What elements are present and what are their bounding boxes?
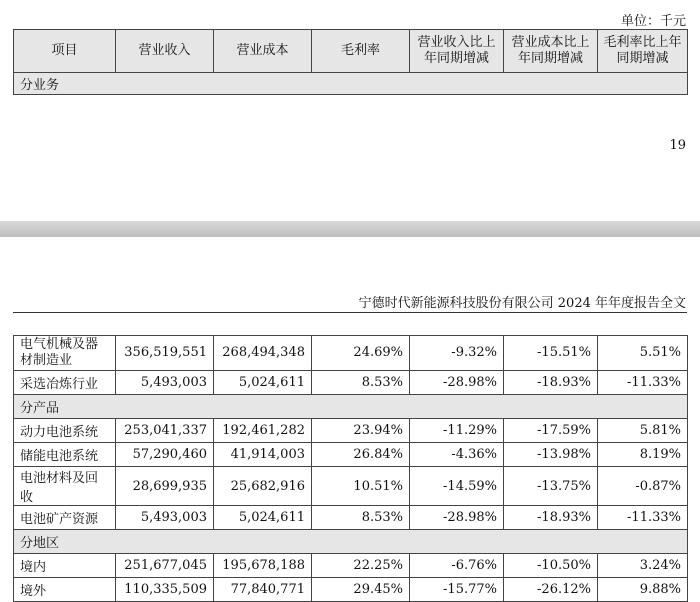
table-row bbox=[14, 443, 688, 467]
margin-cell: 8.53% bbox=[312, 371, 410, 395]
col-header-revenue-change: 营业收入比上年同期增减 bbox=[410, 30, 504, 73]
revenue-change-cell: -11.29% bbox=[410, 419, 504, 443]
section-business: 分业务 bbox=[14, 73, 688, 95]
document-header: 宁德时代新能源科技股份有限公司 2024 年年度报告全文 bbox=[358, 296, 686, 311]
revenue-cell: 253,041,337 bbox=[116, 419, 214, 443]
row-label: 动力电池系统 bbox=[14, 419, 116, 443]
cost-change-cell: -18.93% bbox=[504, 506, 598, 530]
cost-change-cell: -13.98% bbox=[504, 443, 598, 467]
header-rule bbox=[13, 312, 687, 313]
margin-change-cell: 3.24% bbox=[598, 554, 688, 578]
cost-cell: 192,461,282 bbox=[214, 419, 312, 443]
revenue-cell: 57,290,460 bbox=[116, 443, 214, 467]
revenue-cell: 251,677,045 bbox=[116, 554, 214, 578]
section-label: 分产品 bbox=[14, 395, 688, 419]
margin-change-cell: -0.87% bbox=[598, 467, 688, 506]
revenue-change-cell: -6.76% bbox=[410, 554, 504, 578]
revenue-change-cell: -4.36% bbox=[410, 443, 504, 467]
cost-change-cell: -18.93% bbox=[504, 371, 598, 395]
table-row bbox=[14, 419, 688, 443]
row-label: 电池矿产资源 bbox=[14, 506, 116, 530]
cost-cell: 5,024,611 bbox=[214, 506, 312, 530]
row-label: 采选冶炼行业 bbox=[14, 371, 116, 395]
revenue-change-cell: -9.32% bbox=[410, 336, 504, 371]
cost-cell: 77,840,771 bbox=[214, 578, 312, 602]
table-row bbox=[14, 506, 688, 530]
revenue-cell: 110,335,509 bbox=[116, 578, 214, 602]
col-header-item: 项目 bbox=[14, 30, 116, 73]
section-row bbox=[14, 530, 688, 554]
margin-change-cell: 5.81% bbox=[598, 419, 688, 443]
col-header-revenue: 营业收入 bbox=[116, 30, 214, 73]
cost-cell: 41,914,003 bbox=[214, 443, 312, 467]
section-label: 分地区 bbox=[14, 530, 688, 554]
col-header-margin: 毛利率 bbox=[312, 30, 410, 73]
margin-cell: 23.94% bbox=[312, 419, 410, 443]
cost-change-cell: -10.50% bbox=[504, 554, 598, 578]
cost-cell: 25,682,916 bbox=[214, 467, 312, 506]
margin-change-cell: 5.51% bbox=[598, 336, 688, 371]
revenue-change-cell: -14.59% bbox=[410, 467, 504, 506]
row-label: 电池材料及回收 bbox=[14, 467, 116, 506]
cost-change-cell: -17.59% bbox=[504, 419, 598, 443]
revenue-change-cell: -15.77% bbox=[410, 578, 504, 602]
page-number: 19 bbox=[669, 138, 686, 153]
cost-change-cell: -26.12% bbox=[504, 578, 598, 602]
revenue-cell: 356,519,551 bbox=[116, 336, 214, 371]
table-row bbox=[14, 336, 688, 371]
row-label: 境外 bbox=[14, 578, 116, 602]
margin-change-cell: -11.33% bbox=[598, 506, 688, 530]
segment-table bbox=[13, 335, 688, 602]
cost-cell: 268,494,348 bbox=[214, 336, 312, 371]
table-row bbox=[14, 467, 688, 506]
cost-cell: 195,678,188 bbox=[214, 554, 312, 578]
margin-change-cell: 9.88% bbox=[598, 578, 688, 602]
section-row bbox=[14, 395, 688, 419]
table-row bbox=[14, 578, 688, 602]
col-header-cost-change: 营业成本比上年同期增减 bbox=[504, 30, 598, 73]
margin-change-cell: 8.19% bbox=[598, 443, 688, 467]
revenue-cell: 5,493,003 bbox=[116, 371, 214, 395]
margin-cell: 10.51% bbox=[312, 467, 410, 506]
revenue-cell: 28,699,935 bbox=[116, 467, 214, 506]
margin-cell: 8.53% bbox=[312, 506, 410, 530]
revenue-change-cell: -28.98% bbox=[410, 506, 504, 530]
revenue-cell: 5,493,003 bbox=[116, 506, 214, 530]
row-label: 境内 bbox=[14, 554, 116, 578]
margin-cell: 26.84% bbox=[312, 443, 410, 467]
margin-cell: 22.25% bbox=[312, 554, 410, 578]
margin-cell: 29.45% bbox=[312, 578, 410, 602]
cost-cell: 5,024,611 bbox=[214, 371, 312, 395]
cost-change-cell: -13.75% bbox=[504, 467, 598, 506]
row-label: 储能电池系统 bbox=[14, 443, 116, 467]
margin-cell: 24.69% bbox=[312, 336, 410, 371]
col-header-cost: 营业成本 bbox=[214, 30, 312, 73]
page-break-band bbox=[0, 221, 700, 237]
segment-table-header bbox=[13, 29, 688, 95]
table-row bbox=[14, 554, 688, 578]
unit-label: 单位：千元 bbox=[620, 14, 686, 29]
cost-change-cell: -15.51% bbox=[504, 336, 598, 371]
revenue-change-cell: -28.98% bbox=[410, 371, 504, 395]
row-label: 电气机械及器材制造业 bbox=[14, 336, 116, 371]
table-row bbox=[14, 371, 688, 395]
margin-change-cell: -11.33% bbox=[598, 371, 688, 395]
col-header-margin-change: 毛利率比上年同期增减 bbox=[598, 30, 688, 73]
